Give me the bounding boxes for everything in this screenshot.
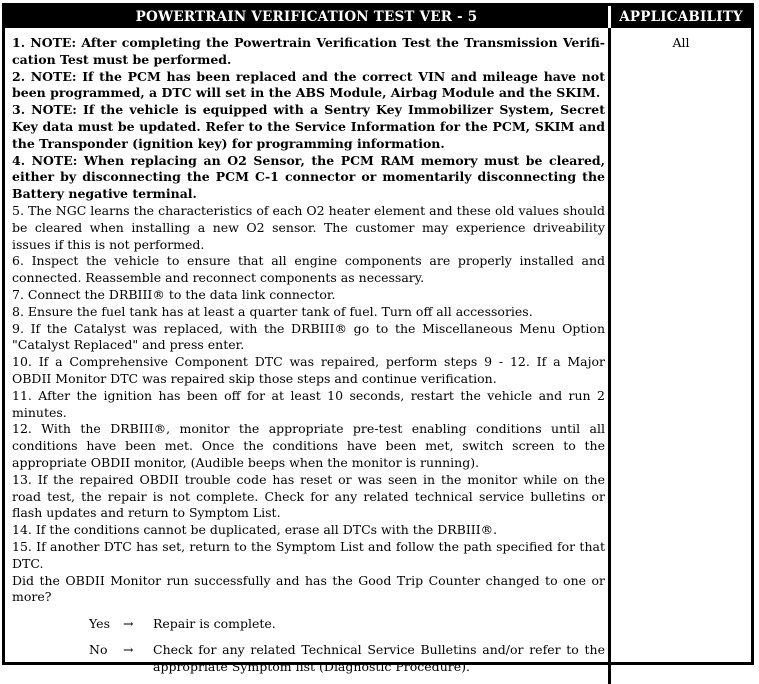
table-header-row (5, 6, 751, 28)
verification-test-table (2, 3, 754, 674)
applicability-cell: All (672, 35, 690, 50)
answer-text: Repair is complete. (153, 616, 276, 632)
step-item: 10. If a Comprehensive Component DTC was repaired, perform steps 9 - 12. If a Major OBDII Monitor DTC was repaired skip those steps and continue verification. (12, 354, 605, 386)
answer-list (12, 616, 605, 675)
step-item: 11. After the ignition has been off for at least 10 seconds, restart the vehicle and run 2 minutes. (12, 387, 605, 420)
step-item: 7. Connect the DRBIII® to the data link connector. (12, 286, 336, 302)
arrow-right-icon: → (123, 641, 134, 657)
applicability-header: APPLICABILITY (619, 9, 743, 25)
step-item: 13. If the repaired OBDII trouble code has reset or was seen in the monitor while on the road test, the repair is not complete. Check for any related technical service bulletins or flash updates and return to Symptom List. (12, 471, 605, 521)
answer-key: No (89, 641, 108, 657)
answer-no (12, 642, 605, 676)
answer-text: Check for any related Technical Service Bulletins and/or refer to the appropriate Symptom list (Diagnostic Procedure). (153, 641, 605, 674)
step-item: 14. If the conditions cannot be duplicated, erase all DTCs with the DRBIII®. (12, 522, 498, 538)
table-body-row (5, 28, 751, 684)
step-item: 1. NOTE: After completing the Powertrain Verification Test the Transmission Verification Test must be performed. (12, 35, 605, 67)
step-item: 3. NOTE: If the vehicle is equipped with a Sentry Key Immobilizer System, Secret Key data must be updated. Refer to the Service Information for the PCM, SKIM and the Transponder (ignition key) for programming information. (12, 102, 605, 151)
steps-list (12, 35, 605, 573)
step-item: 5. The NGC learns the characteristics of each O2 heater element and these old values should be cleared when installing a new O2 sensor. The customer may experience driveability issues if this is not performed. (12, 202, 605, 252)
test-title-header: POWERTRAIN VERIFICATION TEST VER - 5 (5, 6, 611, 28)
step-item: 15. If another DTC has set, return to the Symptom List and follow the path specified for that DTC. (12, 538, 605, 571)
step-item: 2. NOTE: If the PCM has been replaced and the correct VIN and mileage have not been programmed, a DTC will set in the ABS Module, Airbag Module and the SKIM. (12, 68, 605, 101)
step-item: 6. Inspect the vehicle to ensure that all engine components are properly installed and connected. Reassemble and reconnect components as necessary. (12, 253, 605, 286)
answer-key: Yes (89, 616, 110, 632)
arrow-right-icon: → (123, 616, 134, 632)
step-item: 12. With the DRBIII®, monitor the appropriate pre-test enabling conditions until all conditions have been met. Once the conditions have been met, switch screen to the appropriate OBDII monitor, (Audible beeps when the monitor is running). (12, 421, 605, 470)
answer-yes (12, 616, 605, 633)
step-item: 9. If the Catalyst was replaced, with the DRBIII® go to the Miscellaneous Menu Option "Catalyst Replaced" and press enter. (12, 320, 605, 353)
steps-cell (5, 28, 611, 684)
verification-question: Did the OBDII Monitor run successfully and has the Good Trip Counter changed to one or more? (12, 572, 605, 605)
step-item: 8. Ensure the fuel tank has at least a quarter tank of fuel. Turn off all accessories. (12, 303, 533, 319)
step-item: 4. NOTE: When replacing an O2 Sensor, the PCM RAM memory must be cleared, either by disconnecting the PCM C-1 connector or momentarily disconnecting the Battery negative terminal. (12, 152, 605, 202)
